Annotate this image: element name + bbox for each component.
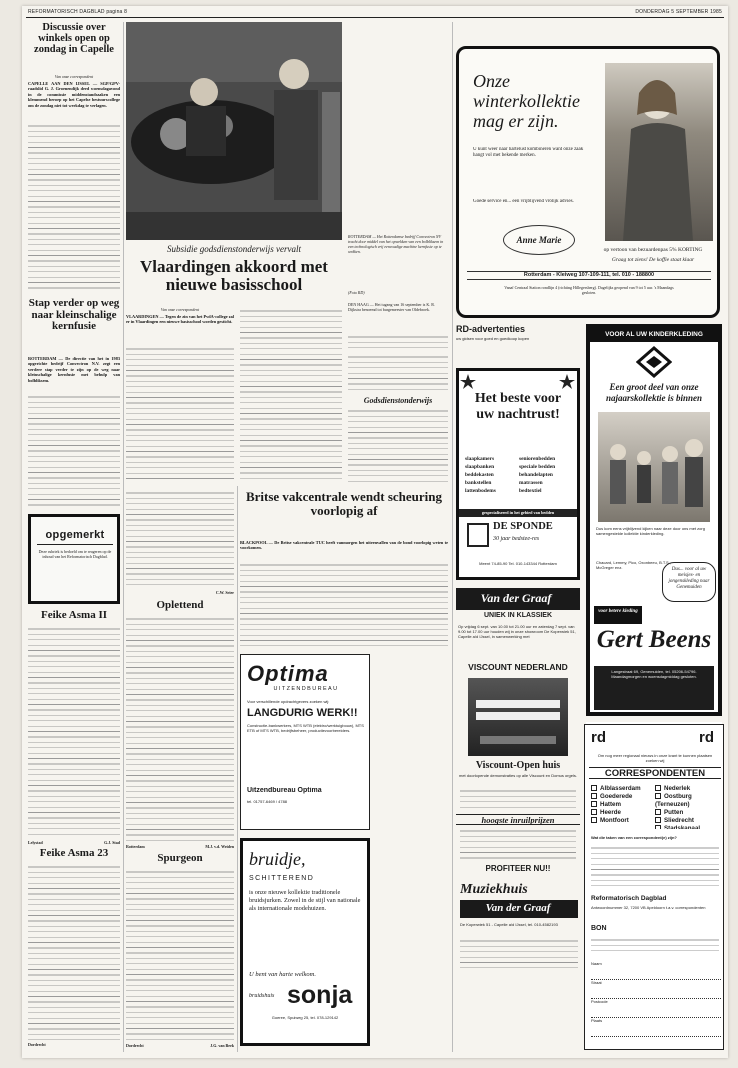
- optima-info: Voor verschillende opdrachtgevers zoeken wij:: [247, 699, 330, 704]
- bon-field-street[interactable]: Straat: [591, 980, 721, 999]
- vlaardingen-byline: Van onze correspondent: [160, 307, 200, 312]
- viscount-details: [460, 788, 576, 810]
- correspondenten-address: Antwoordnummer 32, 7200 VB Apeldoorn t.a.v. correspondenten: [591, 905, 706, 910]
- sponde-brand: DE SPONDE: [493, 521, 553, 532]
- column-rule: [123, 22, 124, 1052]
- spurgeon-text: [126, 869, 234, 1041]
- spurgeon-place: Dordrecht: [126, 1043, 144, 1048]
- viscount-heading: VISCOUNT NEDERLAND: [468, 662, 568, 672]
- opletten-place: Rotterdam: [126, 844, 145, 849]
- gert-beens-ad: [586, 324, 722, 716]
- feike-23-headline: Feike Asma 23: [39, 848, 109, 859]
- muziekhuis-title: Muziekhuis: [460, 882, 528, 897]
- column-rule: [452, 22, 453, 1052]
- checkbox-icon: [655, 793, 661, 799]
- anne-marie-logo: [503, 225, 575, 255]
- godsdienst-text: [348, 408, 448, 482]
- anne-marie-model-photo: [605, 63, 713, 241]
- capelle-byline: Van onze correspondent: [54, 74, 94, 79]
- anne-marie-ad: [456, 46, 720, 318]
- bon-form: [591, 961, 721, 1045]
- rd-logo-right-icon: rd: [699, 729, 714, 746]
- inruil-list: [460, 828, 576, 862]
- staking-lead: BLACKPOOL — De Britse vakcentrale TUC heeft vanmorgen het uiteenvallen van de bond voorlopig weten te voorkomen.: [240, 540, 448, 551]
- sponde-slogan: 30 jaar bedstee-res: [493, 536, 540, 542]
- staking-body: [240, 562, 448, 646]
- feike-ii-text: [28, 626, 120, 838]
- checkbox-icon: [591, 785, 597, 791]
- denhaag-text: DEN HAAG — Het tugang van 16 september is K. R. Dijkstra benoemd tot burgemeester van Oldebroek.: [348, 302, 435, 312]
- vlaardingen-kicker: Subsidie godsdienstonderwijs vervalt: [167, 244, 301, 254]
- checkbox-icon: [655, 785, 661, 791]
- capelle-lead: CAPELLE AAN DEN IJSSEL — SGP/GPV-raadslid G. J. Groenendijk deed woensdagavond in de commissie middenstandszaken een klemmend beroep op het Capelse bestuurscollege om de zondag niet tot werkdag te verlagen.: [28, 81, 120, 108]
- opgemerkt-rule: [37, 544, 113, 545]
- sponde-strip: gespecialiseerd in het gebied van bedden: [459, 509, 577, 517]
- anne-marie-promo: Graag tot ziens! De koffie staat klaar: [611, 257, 695, 263]
- children-figures: [598, 412, 710, 522]
- optima-ad: [240, 654, 370, 830]
- bruidje-title: bruidje,: [249, 849, 306, 869]
- spurgeon-headline: Spurgeon: [157, 853, 203, 864]
- children-photo: [598, 412, 710, 522]
- checkbox-icon: [591, 801, 597, 807]
- opletten-headline: Oplettend: [156, 600, 204, 611]
- photo-credit: (Foto RD): [348, 290, 365, 295]
- vlaardingen-col3: [348, 354, 448, 394]
- anne-marie-logo-text: Anne Marie: [516, 235, 562, 245]
- anne-marie-headline-3: mag er zijn.: [473, 111, 559, 131]
- bruidje-prefix: bruidshuis: [249, 993, 275, 999]
- area-item: Putten: [655, 809, 723, 817]
- muziekhuis-banner: [460, 900, 578, 918]
- anne-marie-headline-1: Onze: [473, 71, 510, 91]
- muziekhuis-more: [460, 938, 578, 968]
- newspaper-page: [22, 6, 728, 1058]
- opletten-signature: M.J. v.d. Weiden: [205, 844, 234, 849]
- photo-scene: [126, 22, 342, 240]
- viscount-open-huis: Viscount-Open huis: [475, 760, 561, 771]
- sponde-headline: Het beste voor uw nachtrust!: [474, 391, 562, 422]
- vlaardingen-col2: [240, 308, 342, 482]
- vdgraaf-banner: [456, 588, 580, 610]
- capelle-headline: Discussie over winkels open op zondag in Capelle: [34, 22, 114, 56]
- bruidje-address: Goeree, Spuiweg 25, tel. 078-129142: [271, 1015, 339, 1020]
- kinderkleding-headline: Een groot deel van onze najaarskollektie is binnen: [605, 382, 703, 403]
- optima-body: Constructie-bankwerkers, MTS WTB (elektro/werktuigbouw), MTS ETB of MTS WTB, bedrijfsbeheer, productievoorbereiders.: [247, 723, 364, 733]
- vlaardingen-lead: VLAARDINGEN — Tegen de zin van het PvdA-college zal er in Vlaardingen een nieuwe basisschool worden gesticht.: [126, 314, 234, 325]
- sponde-item: behandelapten: [519, 472, 553, 478]
- feike-23-text: [28, 864, 120, 1040]
- sponde-item: seniorenbedden: [519, 456, 556, 462]
- anne-marie-address: Rotterdam - Kleiweg 107-109-111, tel. 010 - 188800: [467, 271, 711, 280]
- checkbox-icon: [591, 793, 597, 799]
- sponde-item: bedtextiel: [519, 488, 542, 494]
- checkbox-icon: [591, 817, 597, 823]
- model-figure: [605, 63, 713, 241]
- area-item: Nederlek: [655, 785, 723, 793]
- diamond-logo-icon: [636, 346, 672, 378]
- sponde-items-right: [519, 455, 575, 505]
- sponde-item: speciale bedden: [519, 464, 556, 470]
- anne-marie-brands: Goede service en... een vrijblijvend vrolijk advies.: [473, 199, 574, 204]
- viscount-open-text: met doorlopende demonstraties op alle Viscount en Domus orgels.: [459, 773, 577, 778]
- inruil-heading: hoogste inruilprijzen: [456, 814, 580, 825]
- bruidje-brand: sonja: [287, 981, 353, 1009]
- bruidje-tagline: U bent van harte welkom.: [249, 971, 316, 978]
- bruidje-ad: [240, 838, 370, 1046]
- correspondenten-areas-right: [655, 785, 723, 829]
- kinderkleding-speech: Dus... voor al uw meisjes- en jongenskleding naar Genemuiden: [662, 562, 716, 602]
- checkbox-icon: [591, 809, 597, 815]
- checkbox-icon: [655, 825, 661, 829]
- correspondenten-intro: Om nog meer regionaal nieuws in onze krant te kunnen plaatsen zoeken wij: [597, 753, 713, 763]
- sponde-item: slaapkamers: [465, 456, 495, 462]
- header-rule: [26, 17, 724, 18]
- anne-marie-body: U kunt weer naar hartelust kombineren want onze zaak hangt vol met bekende merken.: [473, 147, 584, 159]
- page-header-left: REFORMATORISCH DAGBLAD pagina 8: [28, 9, 128, 15]
- kinderkleding-brands: Chacard, Lemmy, Pico, Oxonbeeu, B.T.S., McGreger enz.: [596, 560, 671, 570]
- area-item: Sliedrecht: [655, 817, 723, 825]
- correspondenten-reply: Reformatorisch Dagblad: [591, 895, 667, 902]
- kernfusie-headline: Stap verder op weg naar kleinschalige kernfusie: [28, 298, 120, 333]
- optima-contact: Uitzendbureau Optima: [247, 787, 322, 794]
- correspondenten-question: Wat die taken van een correspondent(e) zijn?: [591, 835, 677, 840]
- opgemerkt-letter: [126, 490, 234, 588]
- kinderkleding-banner: VOOR AL UW KINDERKLEDING: [590, 328, 718, 342]
- sponde-item: matrassen: [519, 480, 543, 486]
- optima-headline: LANGDURIG WERK!!: [247, 707, 358, 719]
- bon-field-postcode[interactable]: Postcode: [591, 999, 721, 1018]
- kernfusie-lead: ROTTERDAM — De directie van het in 1983 opgerichte bedrijf Convectron N.V. zegt een verdere stap verder te zijn op de weg naar kleinschalige kernfusie met behulp van bolbliksem.: [28, 356, 120, 383]
- area-item: Montfoort: [591, 817, 655, 825]
- page-header-right: DONDERDAG 5 SEPTEMBER 1985: [635, 9, 722, 15]
- area-item: Oostburg (Terneuzen): [655, 793, 692, 808]
- feike-ii-headline: Feike Asma II: [41, 610, 107, 621]
- checkbox-icon: [655, 809, 661, 815]
- staking-headline: Britse vakcentrale wendt scheuring voorlopig af: [245, 490, 443, 518]
- sponde-bed-icon: [467, 523, 489, 547]
- area-item: Goederede: [591, 793, 655, 801]
- rd-logo-left-icon: rd: [591, 729, 606, 746]
- optima-logo: Optima: [247, 661, 329, 685]
- column-rule: [237, 486, 238, 1052]
- bon-field-name[interactable]: Naam: [591, 961, 721, 980]
- godsdienst-heading: Godsdienstonderwijs: [363, 396, 433, 405]
- feike-ii-signature: G.J. Stad: [104, 840, 120, 845]
- kinderkleding-seal: voor betere kleding: [594, 606, 642, 624]
- opgemerkt-box: [28, 514, 120, 604]
- gert-beens-brand: Gert Beens: [596, 626, 712, 653]
- bon-instructions: [591, 937, 719, 953]
- sponde-ad: [456, 368, 580, 580]
- optima-sub: UITZENDBUREAU: [273, 686, 339, 692]
- sponde-item: beddekasten: [465, 472, 494, 478]
- optima-tel: tel. 01757-6469 / 4788: [247, 799, 288, 804]
- anne-marie-tagline: op vertoon van bezuardenpas 5% KORTING: [603, 247, 703, 253]
- opletten-text: [126, 616, 234, 842]
- muziekhuis-brand: Van der Graaf: [485, 902, 551, 914]
- sponde-item: lattenbodems: [465, 488, 496, 494]
- gert-beens-address: Langestraat 69, Genemuiden, tel. 05206-54796. Maandagmorgen en woensdagmiddag gesloten.: [594, 666, 714, 710]
- sponde-item: bankstellen: [465, 480, 492, 486]
- area-item: Stadskanaal: [655, 825, 723, 829]
- capelle-body-text: [28, 123, 120, 293]
- vlaardingen-headline: Vlaardingen akkoord met nieuwe basisschool: [140, 258, 328, 294]
- anne-marie-headline-2: winterkollektie: [473, 91, 580, 111]
- area-item: Heerde: [591, 809, 655, 817]
- correspondenten-title: CORRESPONDENTEN: [589, 767, 721, 779]
- opgemerkt-sender: [126, 590, 186, 596]
- feike-ii-place: Lelystad: [28, 840, 43, 845]
- correspondenten-areas-left: [591, 785, 655, 829]
- muziekhuis-address: De Koperwiek 51 - Capelle a/d IJssel, tel. 010-4582193: [460, 922, 558, 927]
- photo-caption: ROTTERDAM — Het Rotterdamse bedrijf Convectron NV tracht door middel van het opwekken van een bolbliksem in een technologisch vrij eenvoudige machine kernfusie op te wekken.: [348, 234, 444, 254]
- bon-label: BON: [591, 925, 607, 932]
- convectron-photo: [126, 22, 342, 240]
- kernfusie-body-text: [28, 394, 120, 506]
- kinderkleding-body: Dus kom eens vrijblijvend kijken naar deze door ons met zorg samengestelde kollektie kinderkleding.: [596, 526, 705, 536]
- organ-keys: [468, 678, 568, 756]
- bruidje-sub: SCHITTEREND: [249, 875, 315, 882]
- denhaag-more: [348, 334, 448, 350]
- checkbox-icon: [655, 817, 661, 823]
- profiteer: PROFITEER NU!!: [485, 864, 551, 873]
- vdgraaf-brand: Van der Graaf: [480, 591, 552, 605]
- sponde-item: slaapbanken: [465, 464, 495, 470]
- vdgraaf-text: Op vrijdag 6 sept. van 10.00 tot 21.00 uur en zaterdag 7 sept. van 9.00 tot 17.00 uur houden wij in onze showroom De Koperwiek 51, Capelle a/d IJssel, in samenwerking met: [458, 624, 576, 639]
- feike-23-place: Dordrecht: [28, 1042, 46, 1047]
- bon-field-place[interactable]: Plaats: [591, 1018, 721, 1037]
- vlaardingen-col1: [126, 346, 234, 482]
- area-item: Alblasserdam: [591, 785, 655, 793]
- spurgeon-signature: J.G. van Beek: [210, 1043, 234, 1048]
- opgemerkt-text: Deze rubriek is bedoeld om te reageren op de inhoud van het Reformatorisch Dagblad.: [38, 549, 112, 559]
- area-item: Hattem: [591, 801, 655, 809]
- sponde-items-left: [465, 455, 517, 505]
- correspondenten-ad: [584, 724, 724, 1050]
- correspondenten-details: [591, 845, 719, 891]
- rd-advertenties-title: RD-advertenties: [456, 324, 526, 334]
- anne-marie-footer: Vanaf Centraal Station rondlijn 4 (richting Hillegersberg). Dagelijks geopend van 9 tot 5 uur. 's Maandags gesloten.: [504, 285, 674, 295]
- opgemerkt-title: opgemerkt: [45, 529, 105, 541]
- organ-photo: [468, 678, 568, 756]
- vdgraaf-tagline: UNIEK IN KLASSIEK: [483, 612, 553, 619]
- rd-advertenties-sub: uw gidsen voor goed en goedkoop kopen: [456, 336, 530, 341]
- bruidje-body: is onze nieuwe kollektie traditionele bruidsjurken. Zowel in de stijl van nationale als internationale modehuizen.: [249, 889, 361, 912]
- sponde-address: Meent 74-85-90 Tel. 010-143344 Rotterdam: [479, 561, 557, 566]
- opgemerkt-signature: C.W. Srier: [215, 590, 234, 595]
